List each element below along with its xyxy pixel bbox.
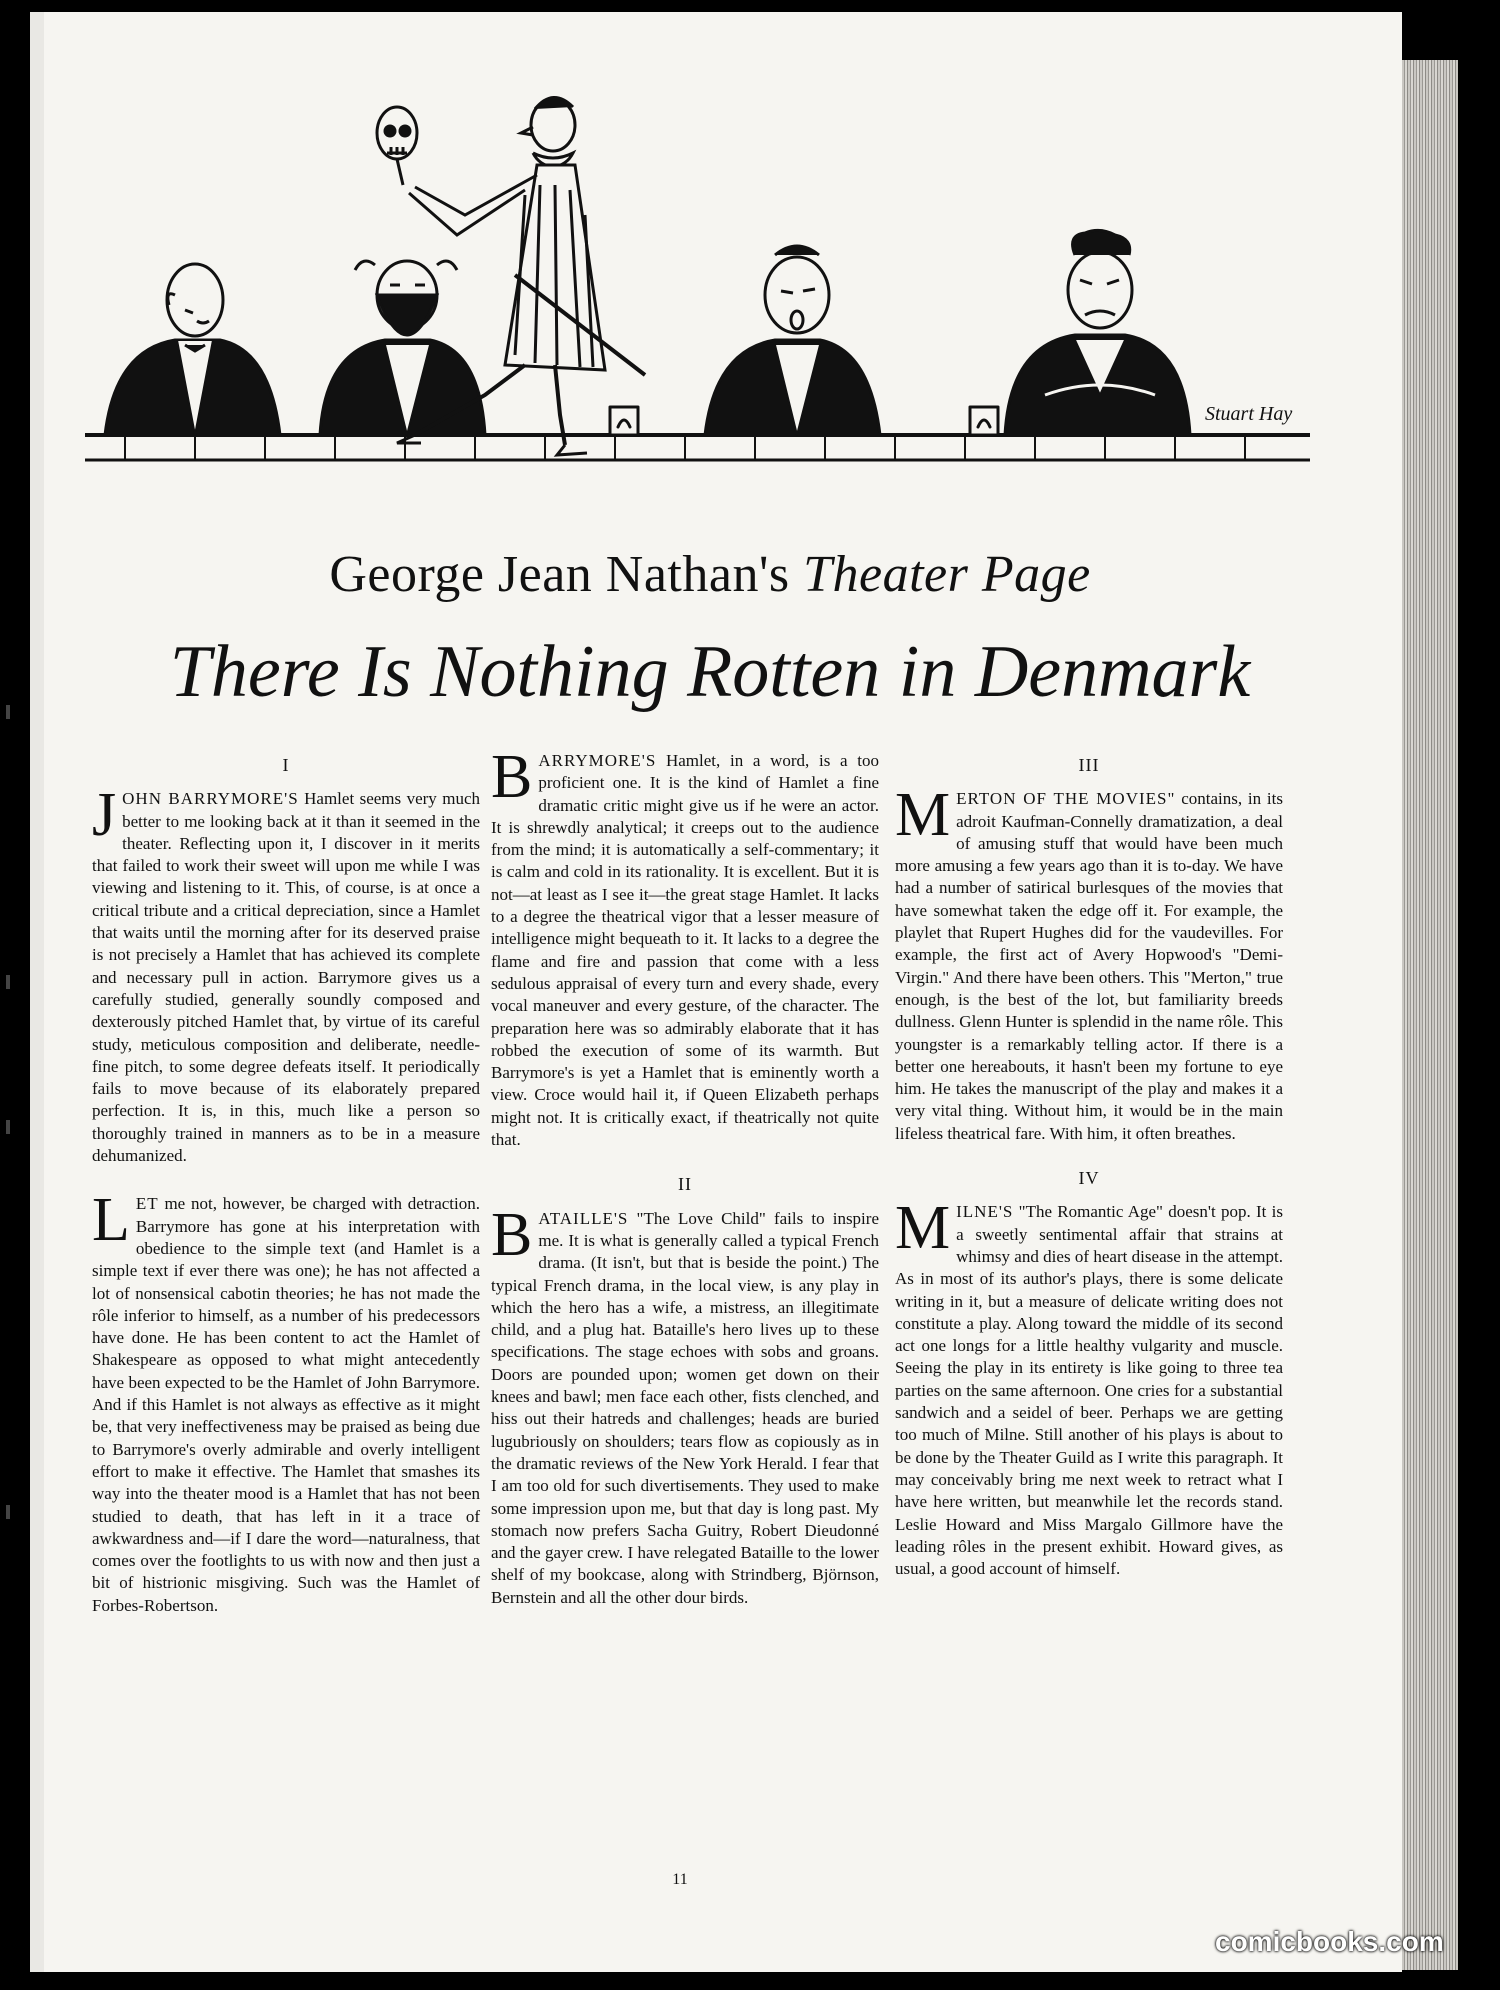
column-2 bbox=[491, 743, 879, 1623]
paragraph-text: "The Love Child" fails to inspire me. It is what is generally called a typical French drama. (It isn't, but that is beside the point.) The typical French drama, in the local view, is any play in which the hero has a wife, a mistress, an illegitimate child, and a plug hat. Bataille's hero lives up to these specifications. The stage echoes with sobs and groans. Doors are pounded upon; women get down on their knees and bawl; men face each other, fists clenched, and hiss out their hatreds and challenges; heads are buried lugubriously on shoulders; tears flow as copiously as in the dramatic reviews of the New York Herald. I fear that I am too old for such divertisements. They used to make some impression upon me, but that day is long past. My stomach now prefers Sacha Guitry, Robert Dieudonné and the gayer crew. I have relegated Bataille to the lower shelf of my bookcase, along with Strindberg, Björnson, Bernstein and all the other dour birds. bbox=[491, 1208, 879, 1607]
hamlet-stage-illustration bbox=[85, 95, 1310, 500]
lead-in: ATAILLE'S bbox=[538, 1208, 629, 1228]
title-author: George Jean Nathan's bbox=[329, 546, 790, 603]
drop-cap: L bbox=[92, 1186, 130, 1255]
lead-in: ILNE'S bbox=[956, 1202, 1014, 1222]
paragraph-text: Hamlet, in a word, is a too proficient one. It is the kind of Hamlet a fine dramatic critic might give us if he were an actor. It is shrewdly analytical; it creeps out to the audience from the mind; it is automatically a self-commentary; it is calm and cold in its rationality. It is excellent. But it is not—at least as I see it—the great stage Hamlet. It lacks to a degree the theatrical vigor that a lesser measure of intelligence might bequeath to it. It lacks to a degree the flame and fire and passion that come with a less sedulous appraisal of every turn and every shade, every vocal maneuver and every gesture, of the character. The preparation here was so admirably elaborate that it has robbed the execution of some of its warmth. But Barrymore's is yet a Hamlet that is eminently worth a view. Croce would hail it, if Queen Elizabeth perhaps might not. It is critically exact, if theatrically not quite that. bbox=[491, 751, 879, 1150]
article-paragraph bbox=[895, 1194, 1283, 1580]
page-edge-stack bbox=[1402, 60, 1458, 1970]
lead-in: ET bbox=[135, 1194, 159, 1214]
headline: There Is Nothing Rotten in Denmark bbox=[169, 631, 1251, 713]
article-paragraph bbox=[92, 1186, 480, 1617]
title-section: Theater Page bbox=[803, 546, 1091, 603]
page-number: 11 bbox=[672, 1871, 688, 1888]
article-paragraph bbox=[491, 743, 879, 1151]
paragraph-text: Hamlet seems very much better to me looking back at it than it seemed in the theater. Reflecting upon it, I discover in it merits that failed to work their sweet will upon me while I was viewing and listening to it. This, of course, is at once a critical tribute and a critical depreciation, since a Hamlet that waits until the morning after for its deserved praise is not precisely a Hamlet that has achieved its complete and necessary pull in action. Barrymore gives us a carefully studied, generally soundly composed and dexterously pitched Hamlet that, by virtue of its careful study, meticulous composition and deliberate, needle-fine pitch, to some degree defeats itself. It periodically fails to move because of its elaborately prepared perfection. It is, in this, much like a person so thoroughly trained in manners as to be in a measure dehumanized. bbox=[92, 789, 480, 1166]
article-paragraph bbox=[92, 781, 480, 1167]
section-numeral: I bbox=[282, 755, 290, 775]
lead-in: ERTON OF THE MOVIES" bbox=[956, 789, 1176, 809]
paragraph-text: "The Romantic Age" doesn't pop. It is a sweetly sentimental affair that strains at whimsy and dies of heart disease in the attempt. As in most of its author's plays, there is some delicate writing in it, but a measure of delicate writing does not constitute a play. Along toward the middle of its second act one longs for a little healthy vulgarity and muscle. Seeing the play in its entirety is like going to three tea parties on the same afternoon. One cries for a substantial sandwich and a seidel of beer. Perhaps we are getting too much of Milne. Still another of his plays is about to be done by the Theater Guild as I write this paragraph. It may conceivably bring me next week to retract what I have here written, but meanwhile let the records stand. Leslie Howard and Miss Margalo Gillmore have the leading rôles in the present exhibit. Howard gives, as usual, a good account of himself. bbox=[895, 1202, 1283, 1579]
paragraph-text: me not, however, be charged with detraction. Barrymore has gone at his interpretation with obedience to the simple text (and Hamlet is a simple text if ever there was one); he has not affected a lot of nonsensical cabotin theories; he has not made the rôle inferior to himself, as a number of his predecessors have done. He has been content to act the Hamlet of Shakespeare as opposed to what might antecedently have been expected to be the Hamlet of John Barrymore. And if this Hamlet is not always as effective as it might be, that very ineffectiveness may be praised as being due to Barrymore's overly admirable and overly intelligent effort to make it effective. The Hamlet that smashes its way into the theater mood is a Hamlet that has not been studied to death, that has left in it a trace of awkwardness and—if I dare the word—naturalness, that comes over the footlights to us with now and then just a bit of histrionic misgiving. Such was the Hamlet of Forbes-Robertson. bbox=[92, 1194, 480, 1615]
drop-cap: B bbox=[491, 1200, 533, 1269]
lead-in: OHN BARRYMORE'S bbox=[122, 789, 299, 809]
artist-signature: Stuart Hay bbox=[1205, 403, 1293, 425]
article-paragraph bbox=[491, 1200, 879, 1609]
page-title bbox=[60, 545, 1360, 604]
paragraph-text: contains, in its adroit Kaufman-Connelly dramatization, a deal of amusing stuff that would have been much more amusing a few years ago than it is to-day. We have had a number of satirical burlesques of the movies that have somewhat taken the edge off it. For example, the playlet that Rupert Hughes did for the vaudevilles. For example, the first act of Avery Hopwood's "Demi-Virgin." And there have been others. This "Merton," true enough, is the best of the lot, but familiarity breeds dullness. Glenn Hunter is splendid in the name rôle. This youngster is a remarkably telling actor. If there is a better one hereabouts, it hasn't been my fortune to eye him. He takes the manuscript of the play and makes it a very vital thing. Without him, it would be in the main lifeless theatrical fare. With him, it often breathes. bbox=[895, 789, 1283, 1143]
section-numeral: III bbox=[1078, 755, 1100, 775]
drop-cap: M bbox=[895, 1194, 951, 1263]
lead-in: ARRYMORE'S bbox=[538, 751, 657, 770]
drop-cap: J bbox=[92, 781, 117, 850]
source-watermark: comicbooks.com bbox=[1215, 1926, 1444, 1957]
section-numeral: II bbox=[678, 1174, 692, 1195]
margin-mark bbox=[6, 1120, 10, 1134]
drop-cap: B bbox=[491, 743, 533, 811]
section-numeral: IV bbox=[1078, 1168, 1100, 1189]
margin-mark bbox=[6, 705, 10, 719]
article-paragraph bbox=[895, 781, 1283, 1145]
margin-mark bbox=[6, 975, 10, 989]
column-1 bbox=[92, 750, 480, 1631]
drop-cap: M bbox=[895, 781, 951, 850]
column-3 bbox=[895, 750, 1283, 1594]
margin-mark bbox=[6, 1505, 10, 1519]
